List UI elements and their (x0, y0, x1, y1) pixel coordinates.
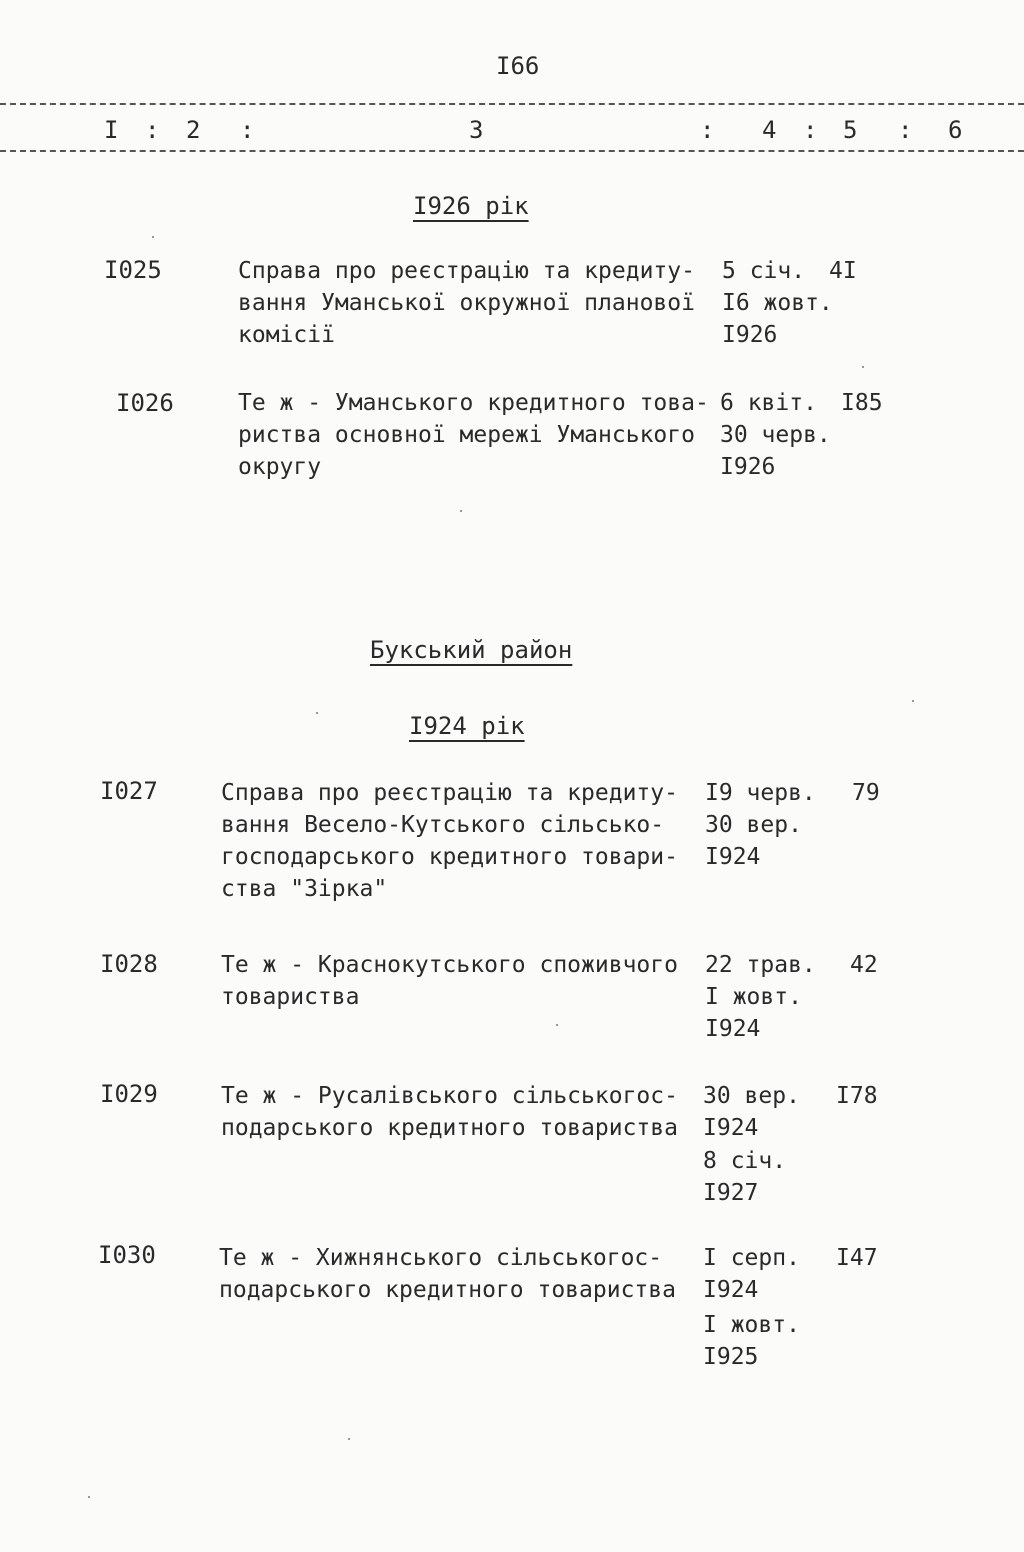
entry-date-line: I6 жовт. (722, 290, 833, 316)
entry-number: I026 (116, 389, 174, 417)
entry-date-line: I926 (722, 322, 778, 348)
entry-date-line: 22 трав. (705, 952, 816, 978)
scan-speck (862, 366, 864, 368)
entry-date-line: 30 вер. (703, 1083, 800, 1109)
entry-date-line: I927 (703, 1180, 759, 1206)
scan-speck (912, 700, 914, 702)
entry-title-line: Те ж - Хижнянського сільськогос- (219, 1245, 663, 1271)
entry-number: I030 (98, 1241, 156, 1269)
scan-speck (316, 712, 318, 714)
entry-sheet-count: I85 (841, 390, 883, 416)
district-heading: Букський район (370, 636, 573, 664)
entry-number: I028 (100, 950, 158, 978)
entry-date-line: I926 (720, 454, 776, 480)
entry-title-line: вання Весело-Кутського сільсько- (221, 812, 665, 838)
entry-title-line: Те ж - Краснокутського споживчого (221, 952, 678, 978)
entry-sheet-count: 79 (852, 780, 880, 806)
scan-speck (460, 510, 462, 512)
scan-speck (348, 1438, 350, 1440)
column-header-sep: : (240, 116, 255, 144)
column-header-sep: : (898, 116, 913, 144)
column-header-5: 5 (843, 116, 858, 144)
entry-date-line: I924 (705, 1016, 761, 1042)
scan-speck (152, 236, 154, 238)
entry-date-line: I жовт. (705, 984, 802, 1010)
entry-title-line: вання Уманської окружної планової (238, 290, 695, 316)
entry-title-line: округу (238, 454, 322, 480)
entry-date-line: 30 черв. (720, 422, 831, 448)
entry-sheet-count: 42 (850, 952, 878, 978)
entry-title-line: риства основної мережі Уманського (238, 422, 695, 448)
entry-title-line: Те ж - Русалівського сільськогос- (221, 1083, 678, 1109)
entry-sheet-count: I47 (836, 1245, 878, 1271)
entry-title-line: ства "Зірка" (221, 876, 388, 902)
header-rule-top (0, 103, 1024, 105)
column-header-4: 4 (762, 116, 777, 144)
entry-date-line: I жовт. (703, 1312, 800, 1338)
entry-date-line: I924 (703, 1277, 759, 1303)
year-heading-1924: I924 рік (409, 712, 525, 740)
entry-title-line: подарського кредитного товариства (221, 1115, 678, 1141)
column-header-sep: : (803, 116, 818, 144)
entry-date-line: I924 (703, 1115, 759, 1141)
entry-number: I025 (104, 256, 162, 284)
scan-speck (556, 1024, 558, 1026)
column-header-3: 3 (469, 116, 484, 144)
entry-title-line: Справа про реєстрацію та кредиту- (221, 780, 678, 806)
entry-date-line: 6 квіт. (720, 390, 817, 416)
entry-number: I027 (100, 777, 158, 805)
entry-date-line: 5 січ. (722, 258, 806, 284)
scan-speck (88, 1496, 90, 1498)
column-header-2: 2 (186, 116, 201, 144)
column-header-sep: : (700, 116, 715, 144)
entry-date-line: I9 черв. (705, 780, 816, 806)
entry-title-line: комісії (238, 322, 335, 348)
header-rule-bottom (0, 150, 1024, 152)
entry-date-line: 30 вер. (705, 812, 802, 838)
entry-title-line: Справа про реєстрацію та кредиту- (238, 258, 695, 284)
page-number: I66 (496, 52, 540, 80)
year-heading-1926: I926 рік (413, 192, 529, 220)
entry-date-line: I924 (705, 844, 761, 870)
entry-title-line: товариства (221, 984, 360, 1010)
entry-date-line: I серп. (703, 1245, 800, 1271)
column-header-6: 6 (948, 116, 963, 144)
column-header-1: I (104, 116, 119, 144)
entry-sheet-count: 4I (829, 258, 857, 284)
entry-number: I029 (100, 1080, 158, 1108)
entry-sheet-count: I78 (836, 1083, 878, 1109)
column-header-sep: : (145, 116, 160, 144)
entry-date-line: I925 (703, 1344, 759, 1370)
entry-title-line: господарського кредитного товари- (221, 844, 678, 870)
entry-date-line: 8 січ. (703, 1148, 787, 1174)
entry-title-line: подарського кредитного товариства (219, 1277, 676, 1303)
entry-title-line: Те ж - Уманського кредитного това- (238, 390, 709, 416)
